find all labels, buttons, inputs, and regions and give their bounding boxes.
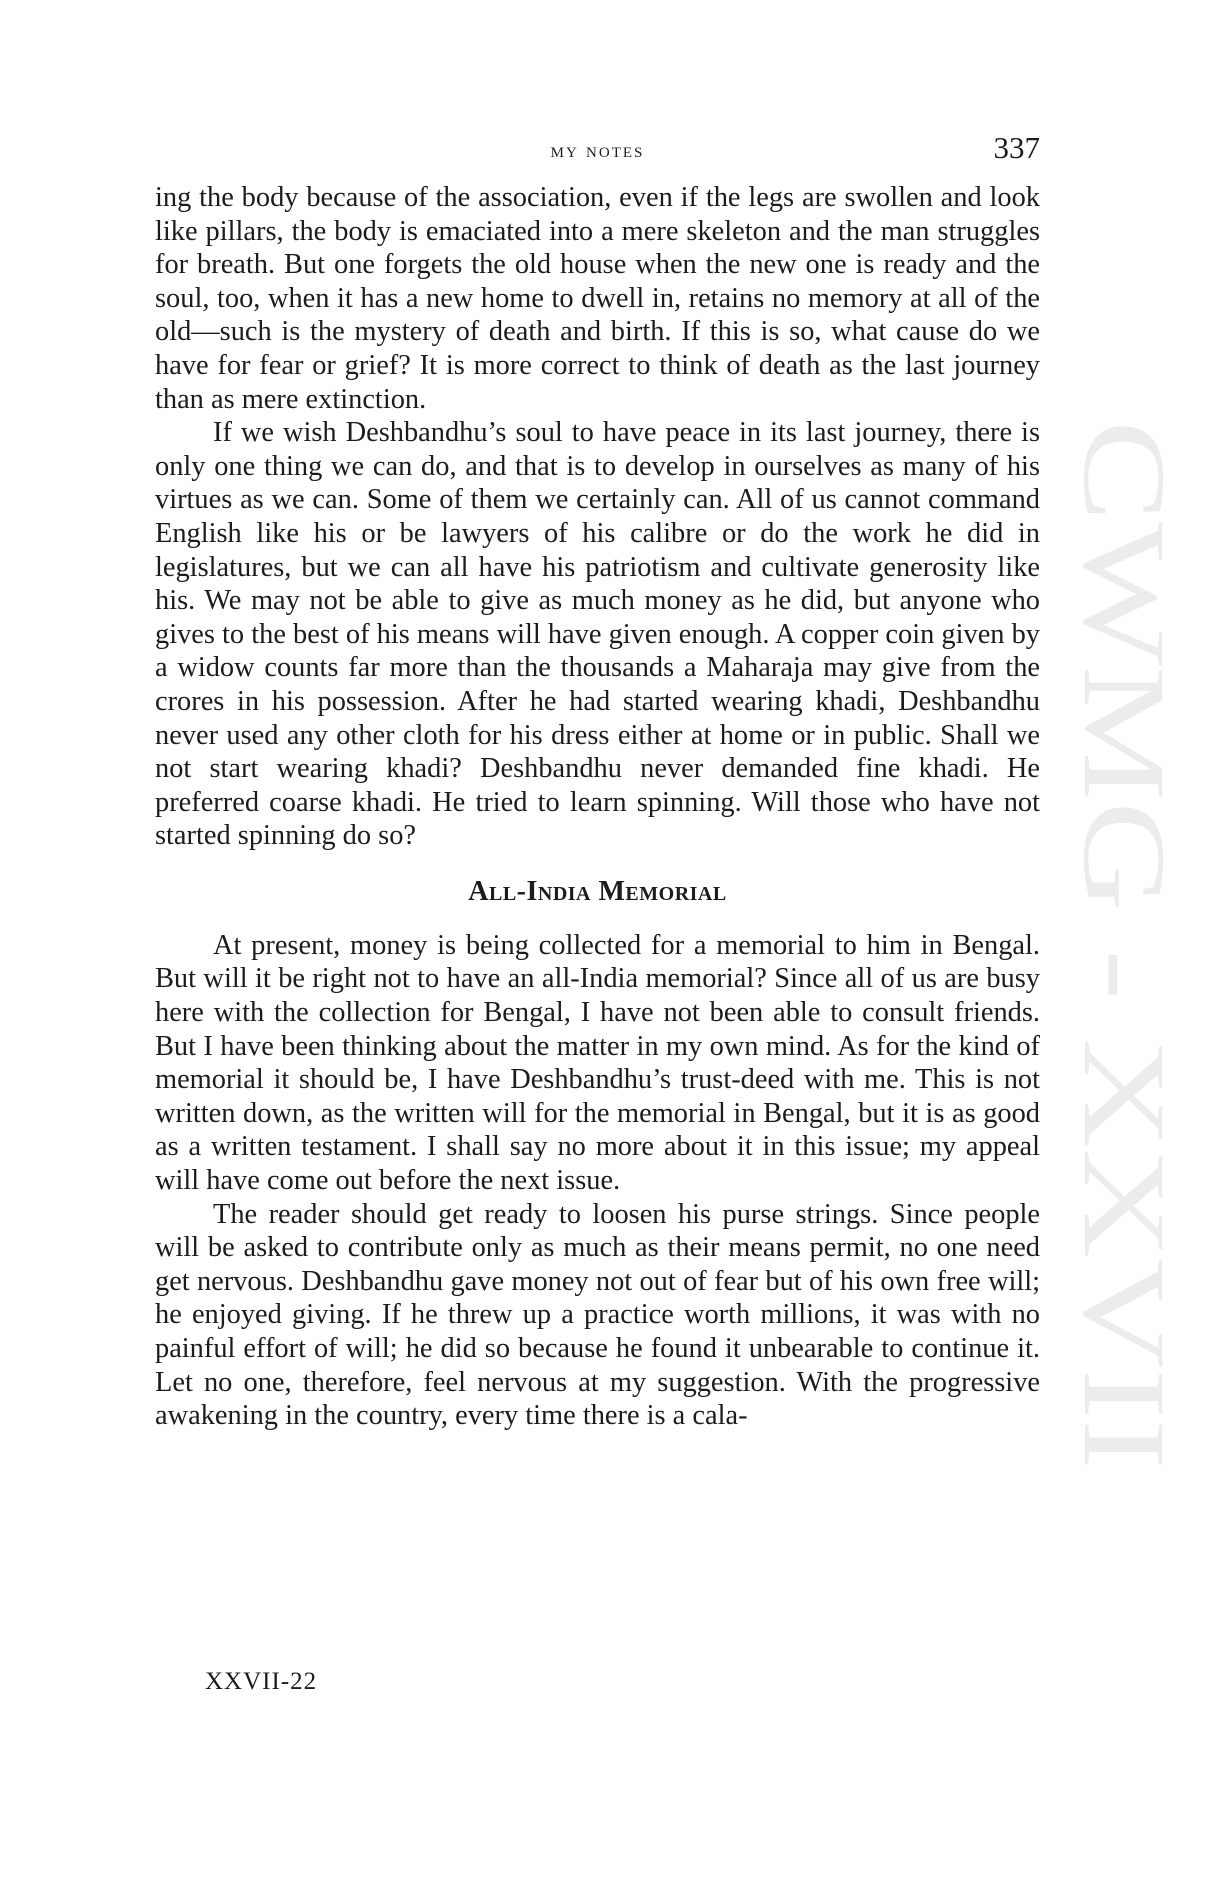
signature-mark: XXVII-22 [205, 1668, 318, 1695]
paragraph-purse-strings: The reader should get ready to loosen his purse strings. Since people will be asked to contribute only as much as their means permit, no one need get nervous. Deshbandhu gave money not out of fear but of his own free will; he enjoyed giving. If he threw up a practice worth millions, it was with no painful effort of will; he did so because he found it unbearable to continue it. Let no one, therefore, feel nervous at my suggestion. With the progressive awakening in the country, every time there is a cala- [155, 1198, 1040, 1432]
paragraph-virtues: If we wish Deshbandhu’s soul to have peace in its last journey, there is only one thing we can do, and that is to develop in ourselves as many of his virtues as we can. Some of them we certainly can. All of us cannot command English like his or be lawyers of his calibre or do the work he did in legislatures, but we can all have his patriotism and cultivate generosity like his. We may not be able to give as much money as he did, but anyone who gives to the best of his means will have given enough. A copper coin given by a widow counts far more than the thousands a Maharaja may give from the crores in his possession. After he had started wearing khadi, Deshbandhu never used any other cloth for his dress either at home or in public. Shall we not start wearing khadi? Deshbandhu never demanded fine khadi. He preferred coarse khadi. He tried to learn spinning. Will those who have not started spinning do so? [155, 417, 1040, 852]
paragraph-memorial: At present, money is being collected for a memorial to him in Bengal. But will it be right not to have an all-India memorial? Since all of us are busy here with the collection for Bengal, I have not been able to consult friends. But I have been thinking about the matter in my own mind. As for the kind of memorial it should be, I have Deshbandhu’s trust-deed with me. This is not written down, as the written will for the memorial in Bengal, but it is as good as a written testament. I shall say no more about it in this issue; my appeal will have come out before the next issue. [155, 929, 1040, 1197]
running-title: my notes [550, 138, 645, 162]
paragraph-continued: ing the body because of the association, even if the legs are swollen and look like pillars, the body is emaciated into a mere skeleton and the man struggles for breath. But one forgets the old house when the new one is ready and the soul, too, when it has a new home to dwell in, retains no memory at all of the old—such is the mystery of death and birth. If this is so, what cause do we have for fear or grief? It is more correct to think of death as the last journey than as mere extinction. [155, 182, 1040, 415]
watermark [1015, 420, 1229, 1470]
main-text [155, 181, 1040, 1433]
page-number: 337 [993, 130, 1040, 165]
section-heading: All-India Memorial [468, 875, 727, 907]
running-head [155, 130, 1040, 170]
watermark-text: CWMG - XXVII [1059, 420, 1190, 1233]
